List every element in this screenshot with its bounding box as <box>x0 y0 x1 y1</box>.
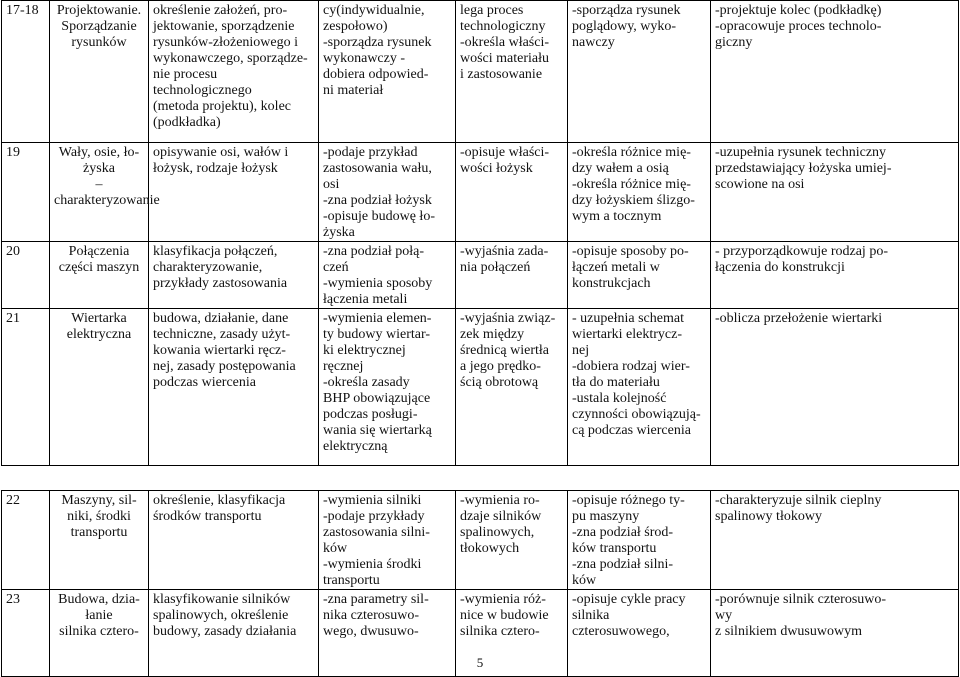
table-row <box>2 1 959 143</box>
extended-requirements-2: -porównuje silnik czterosuwo- wy z silnikiem dwusuwowym <box>711 590 959 677</box>
extended-requirements: -określa różnice mię- dzy wałem a osią -określa różnice mię- dzy łożyskiem ślizgo- wym a tocznym <box>568 143 711 242</box>
basic-requirements-2: -wyjaśnia zada- nia połączeń <box>456 242 568 309</box>
basic-requirements: cy(indywidualnie, zespołowo) -sporządza rysunek wykonawczy - dobiera odpowied- ni materiał <box>319 1 456 143</box>
basic-requirements: -wymienia elemen- ty budowy wiertar- ki elektrycznej ręcznej -określa zasady BHP obowiązujące podczas posługi- wania się wiertarką elektryczną <box>319 309 456 466</box>
extended-requirements: -sporządza rysunek poglądowy, wyko- nawczy <box>568 1 711 143</box>
extended-requirements: -opisuje sposoby po- łączeń metali w konstrukcjach <box>568 242 711 309</box>
lesson-content: określenie, klasyfikacja środków transportu <box>149 491 319 590</box>
extended-requirements-2: -uzupełnia rysunek techniczny przedstawiający łożyska umiej- scowione na osi <box>711 143 959 242</box>
lesson-topic: Wały, osie, ło- żyska – charakteryzowanie <box>50 143 149 242</box>
extended-requirements-2: -charakteryzuje silnik cieplny spalinowy tłokowy <box>711 491 959 590</box>
lesson-topic: Budowa, dzia- łanie silnika cztero- <box>50 590 149 677</box>
lesson-number: 17-18 <box>2 1 50 143</box>
lesson-content: klasyfikowanie silników spalinowych, określenie budowy, zasady działania <box>149 590 319 677</box>
lesson-topic: Maszyny, sil- niki, środki transportu <box>50 491 149 590</box>
table-row <box>2 309 959 466</box>
basic-requirements-2: lega proces technologiczny -określa właści- wości materiału i zastosowanie <box>456 1 568 143</box>
lesson-number: 19 <box>2 143 50 242</box>
extended-requirements-2: -projektuje kolec (podkładkę) -opracowuje proces technolo- giczny <box>711 1 959 143</box>
extended-requirements: - uzupełnia schemat wiertarki elektrycz- nej -dobiera rodzaj wier- tła do materiału -ustala kolejność czynności obowiązują- cą podczas wiercenia <box>568 309 711 466</box>
extended-requirements: -opisuje cykle pracy silnika czterosuwowego, <box>568 590 711 677</box>
basic-requirements: -zna parametry sil- nika czterosuwo- wego, dwusuwo- <box>319 590 456 677</box>
curriculum-table-top <box>1 0 959 466</box>
basic-requirements: -podaje przykład zastosowania wału, osi -zna podział łożysk -opisuje budowę ło- żyska <box>319 143 456 242</box>
lesson-topic: Wiertarka elektryczna <box>50 309 149 466</box>
extended-requirements-2: -oblicza przełożenie wiertarki <box>711 309 959 466</box>
lesson-content: opisywanie osi, wałów i łożysk, rodzaje łożysk <box>149 143 319 242</box>
table-row <box>2 242 959 309</box>
lesson-number: 22 <box>2 491 50 590</box>
extended-requirements-2: - przyporządkowuje rodzaj po- łączenia do konstrukcji <box>711 242 959 309</box>
table-row <box>2 491 959 590</box>
basic-requirements-2: -opisuje właści- wości łożysk <box>456 143 568 242</box>
basic-requirements-2: -wyjaśnia związ- zek między średnicą wiertła a jego prędko- ścią obrotową <box>456 309 568 466</box>
lesson-topic: Połączenia części maszyn <box>50 242 149 309</box>
page-number: 5 <box>476 655 484 670</box>
table-row <box>2 143 959 242</box>
basic-requirements: -wymienia silniki -podaje przykłady zastosowania silni- ków -wymienia środki transportu <box>319 491 456 590</box>
extended-requirements: -opisuje różnego ty- pu maszyny -zna podział środ- ków transportu -zna podział silni- ków <box>568 491 711 590</box>
basic-requirements: -zna podział połą- czeń -wymienia sposoby łączenia metali <box>319 242 456 309</box>
basic-requirements-2: -wymienia róż- nice w budowie silnika cztero- <box>456 590 568 677</box>
lesson-number: 23 <box>2 590 50 677</box>
lesson-topic: Projektowanie. Sporządzanie rysunków <box>50 1 149 143</box>
lesson-content: klasyfikacja połączeń, charakteryzowanie, przykłady zastosowania <box>149 242 319 309</box>
lesson-number: 20 <box>2 242 50 309</box>
lesson-content: określenie założeń, pro- jektowanie, sporządzenie rysunków-złożeniowego i wykonawczego, sporządze- nie procesu technologicznego (metoda projektu), kolec (podkładka) <box>149 1 319 143</box>
lesson-number: 21 <box>2 309 50 466</box>
basic-requirements-2: -wymienia ro- dzaje silników spalinowych, tłokowych <box>456 491 568 590</box>
curriculum-table-bottom <box>1 490 959 677</box>
lesson-content: budowa, działanie, dane techniczne, zasady użyt- kowania wiertarki ręcz- nej, zasady postępowania podczas wiercenia <box>149 309 319 466</box>
